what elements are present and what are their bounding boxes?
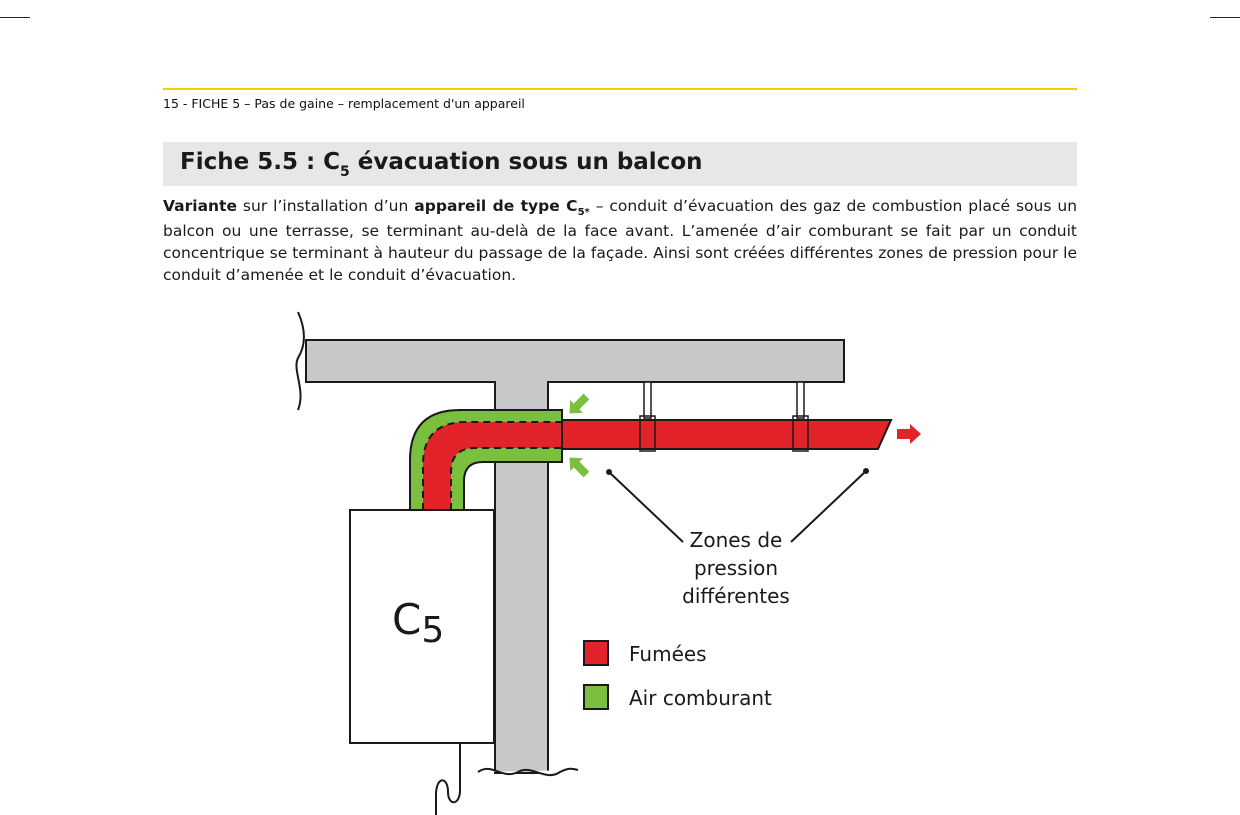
pipe-hanger-2-rod — [797, 382, 804, 418]
flue-exit-arrow-icon — [897, 424, 921, 444]
pressure-zone-line-left — [609, 472, 683, 542]
intro-variante: Variante — [163, 197, 237, 215]
intro-type: appareil de type C — [414, 197, 578, 215]
intro-part1: sur l’installation d’un — [236, 197, 415, 215]
pressure-zones-line-1: Zones de — [689, 528, 783, 552]
air-intake-arrow-top-icon — [563, 390, 593, 420]
legend-label-air: Air comburant — [629, 686, 772, 710]
air-intake-arrow-bottom-icon — [563, 451, 593, 481]
intro-part2: – conduit d’évacuation des gaz de combustion placé sous un balcon ou une terrasse, se terminant au-delà de la face avant. L’amenée d’air comburant se fait par un conduit concentrique se terminant à hauteur du passage de la façade. Ainsi sont créées différentes zones de pression pour le conduit d’amenée et le conduit d’évacuation. — [163, 197, 1078, 284]
pressure-zones-line-2: pression — [693, 556, 779, 580]
legend-swatch-air — [584, 685, 608, 709]
title-prefix: Fiche 5.5 : C — [180, 149, 341, 175]
legend-label-fumees: Fumées — [629, 642, 707, 666]
pipe-hanger-1-rod — [644, 382, 651, 418]
title-suffix: évacuation sous un balcon — [349, 149, 703, 175]
appliance-cable — [436, 743, 460, 815]
intro-type-subscript: 5* — [577, 207, 590, 218]
balcony-break-line — [296, 312, 304, 410]
legend-swatch-fumees — [584, 641, 608, 665]
pressure-zone-line-right — [791, 471, 866, 542]
flue-pipe-horizontal — [562, 420, 891, 449]
title-subscript: 5 — [340, 164, 350, 180]
running-header: 15 - FICHE 5 – Pas de gaine – remplacement d'un appareil — [163, 96, 525, 111]
appliance-label: C5 — [392, 595, 445, 651]
pressure-zones-line-3: différentes — [682, 584, 790, 608]
